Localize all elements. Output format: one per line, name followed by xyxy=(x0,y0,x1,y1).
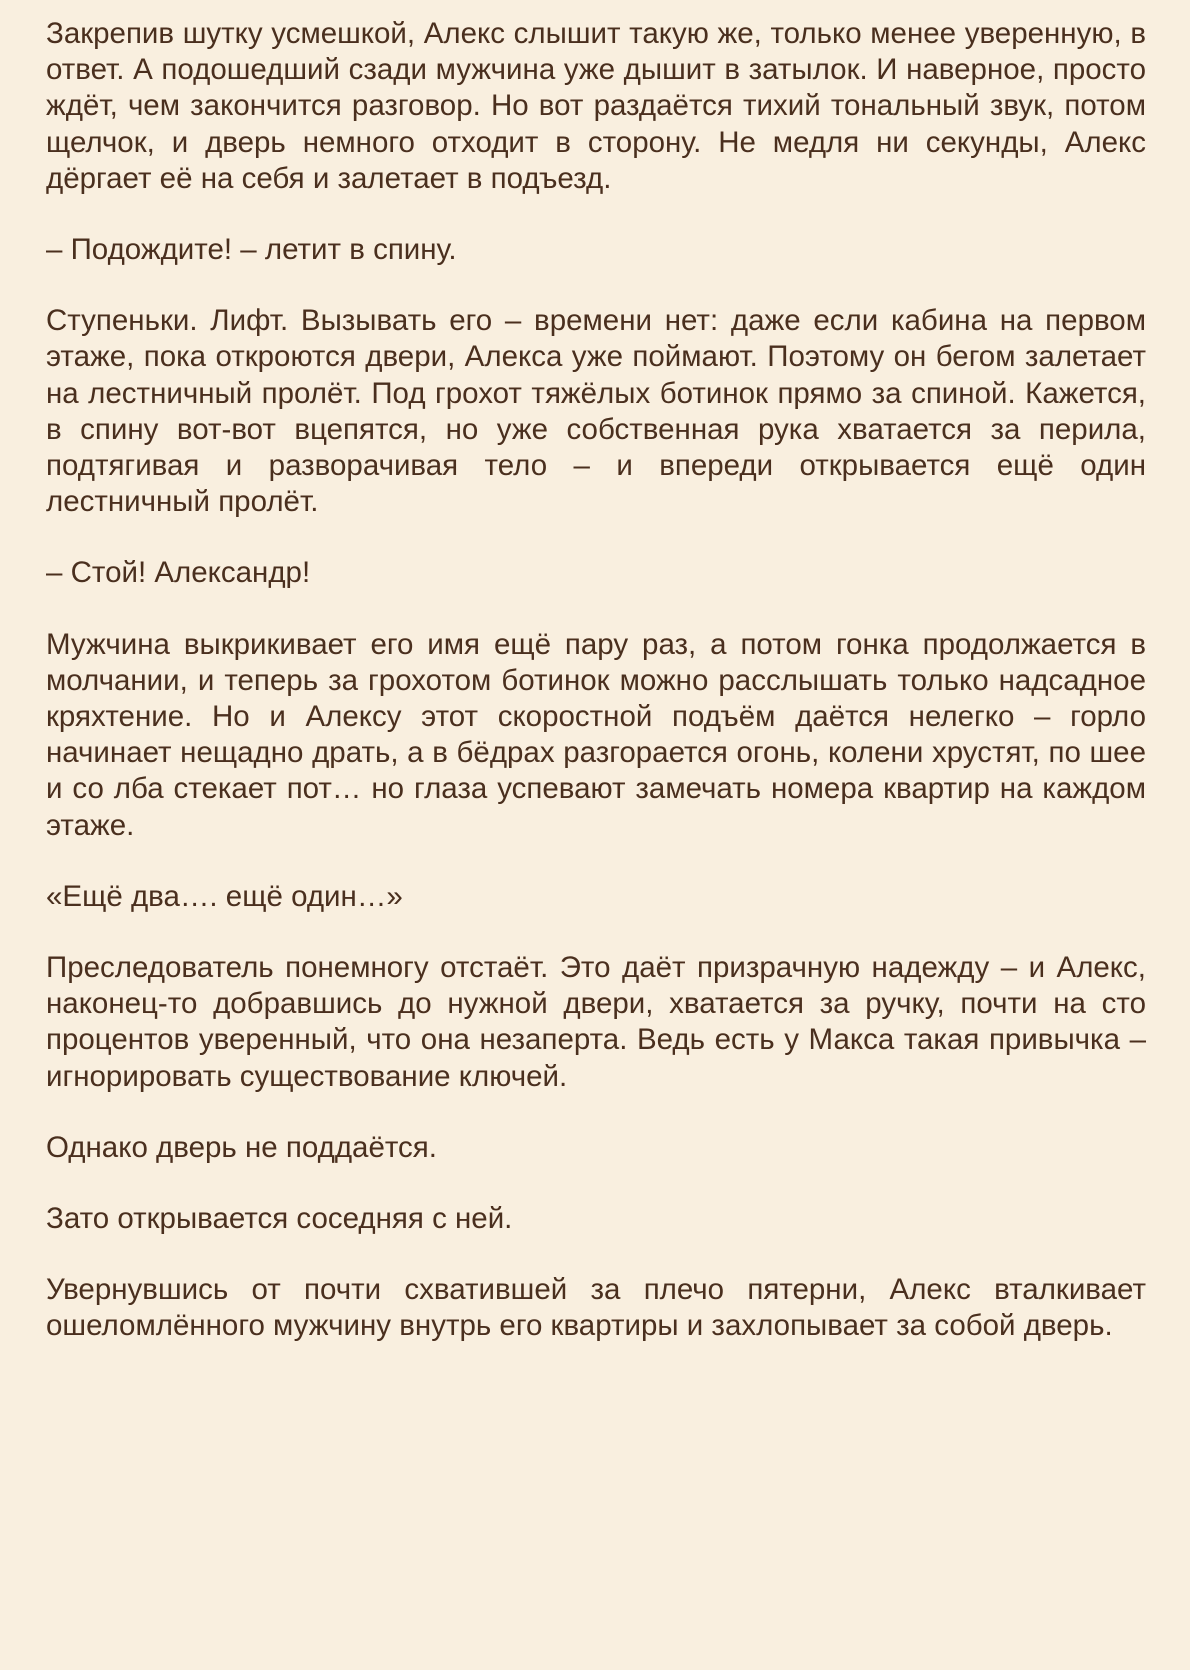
paragraph-3: Ступеньки. Лифт. Вызывать его – времени нет: даже если кабина на первом этаже, пока откроются двери, Алекса уже поймают. Поэтому он бегом залетает на лестничный пролёт. Под грохот тяжёлых ботинок прямо за спиной. Кажется, в спину вот-вот вцепятся, но уже собственная рука хватается за перила, подтягивая и разворачивая тело – и впереди открывается ещё один лестничный пролёт. xyxy=(46,304,1146,519)
paragraph-2: – Подождите! – летит в спину. xyxy=(46,233,457,267)
paragraph-6: «Ещё два…. ещё один…» xyxy=(46,879,403,913)
paragraph-1: Закрепив шутку усмешкой, Алекс слышит такую же, только менее уверенную, в ответ. А подошедший сзади мужчина уже дышит в затылок. И наверное, просто ждёт, чем закончится разговор. Но вот раздаётся тихий тональный звук, потом щелчок, и дверь немного отходит в сторону. Не медля ни секунды, Алекс дёргает её на себя и залетает в подъезд. xyxy=(46,17,1146,195)
story-text xyxy=(46,16,1146,1345)
paragraph-5: Мужчина выкрикивает его имя ещё пару раз, а потом гонка продолжается в молчании, и теперь за грохотом ботинок можно расслышать только надсадное кряхтение. Но и Алексу этот скоростной подъём даётся нелегко – горло начинает нещадно драть, а в бёдрах разгорается огонь, колени хрустят, по шее и со лба стекает пот… но глаза успевают замечать номера квартир на каждом этаже. xyxy=(46,627,1146,842)
paragraph-4: – Стой! Александр! xyxy=(46,556,311,590)
paragraph-10: Увернувшись от почти схватившей за плечо пятерни, Алекс вталкивает ошеломлённого мужчину внутрь его квартиры и захлопывает за собой дверь. xyxy=(46,1273,1146,1343)
paragraph-7: Преследователь понемногу отстаёт. Это даёт призрачную надежду – и Алекс, наконец-то добравшись до нужной двери, хватается за ручку, почти на сто процентов уверенный, что она незаперта. Ведь есть у Макса такая привычка – игнорировать существование ключей. xyxy=(46,951,1146,1093)
paragraph-9: Зато открывается соседняя с ней. xyxy=(46,1202,513,1236)
paragraph-8: Однако дверь не поддаётся. xyxy=(46,1130,437,1164)
